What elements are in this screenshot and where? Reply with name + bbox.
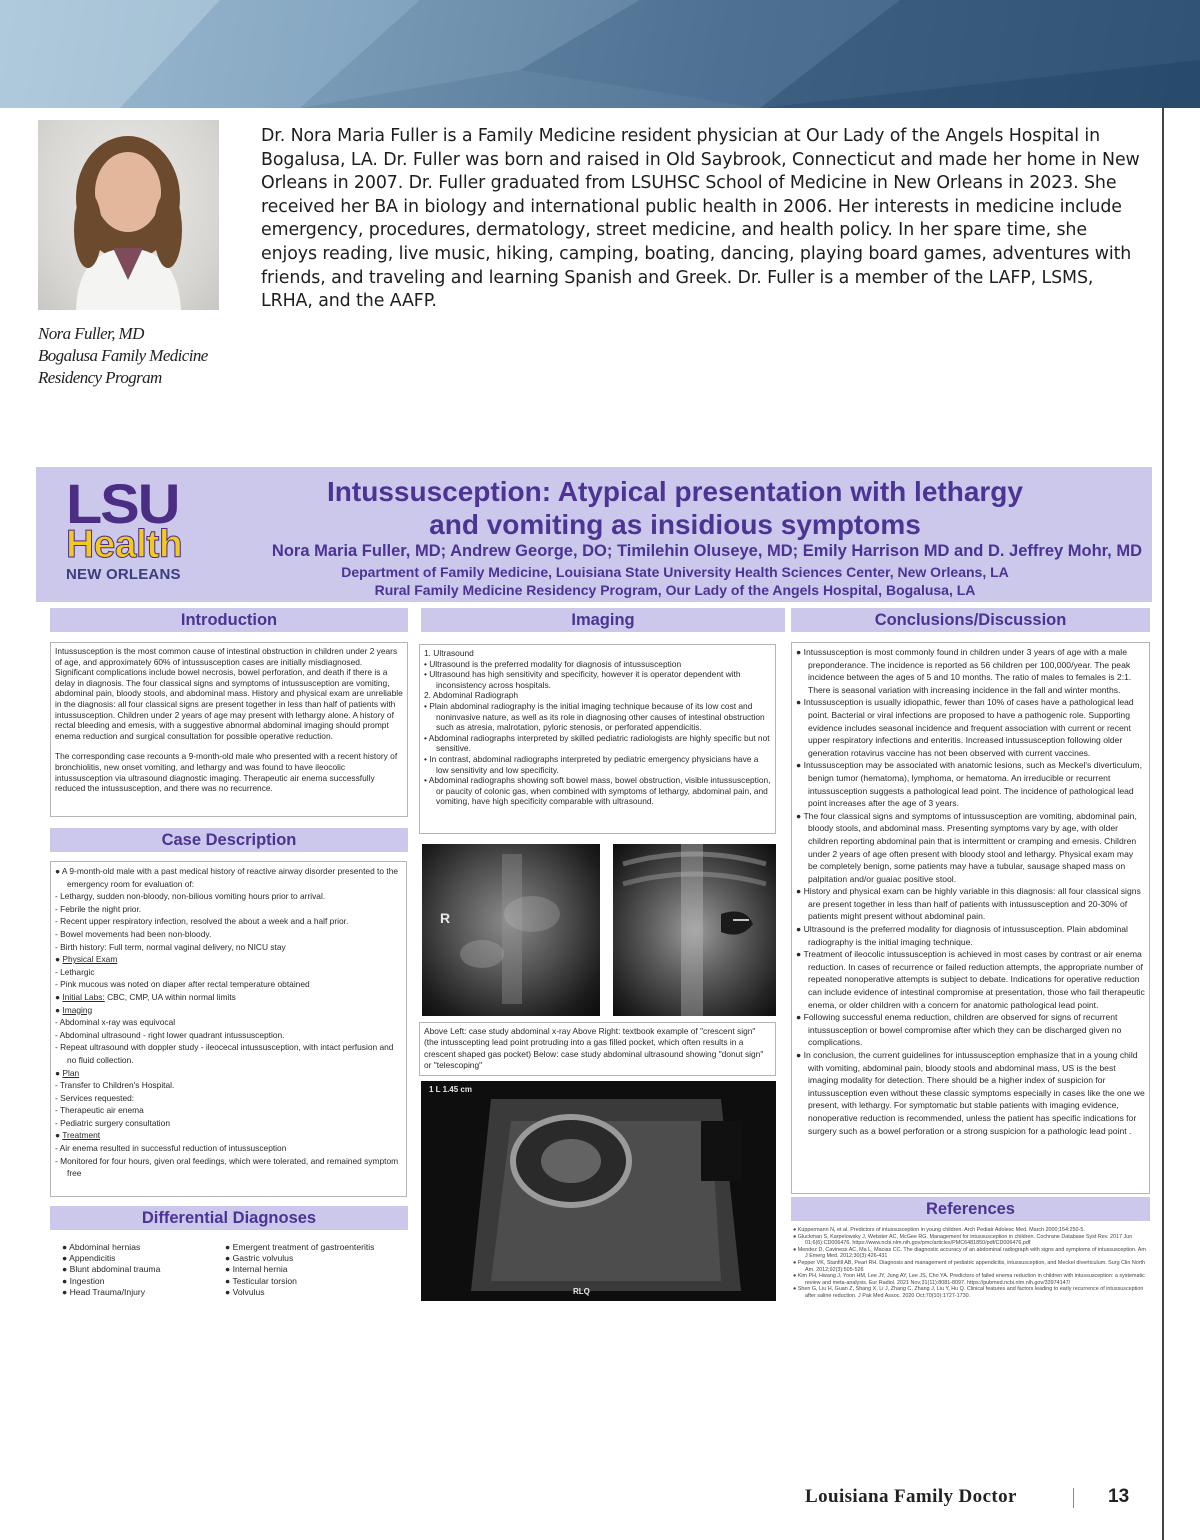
- case-item: - Lethargic: [55, 966, 95, 977]
- poster-title: [216, 475, 1134, 541]
- case-item: - Birth history: Full term, normal vaginal delivery, no NICU stay: [55, 941, 286, 952]
- author-photo: [38, 120, 219, 310]
- conclusion-item: ● Intussusception may be associated with anatomic lesions, such as Meckel's diverticulum, benign tumor (hematoma), lymphoma, or hematoma. An irreducible or recurrent intussusception suggests a pathological lead point. The incidence of pathological lead point increases after the age of 3 years.: [796, 760, 1142, 809]
- case-item: ● Initial Labs: CBC, CMP, UA within normal limits: [55, 991, 236, 1002]
- case-item: ● Physical Exam: [55, 954, 118, 965]
- conclusion-item: ● Ultrasound is the preferred modality for diagnosis of intussusception. Plain abdominal radiography is the initial imaging technique.: [796, 924, 1128, 947]
- differential-item: ● Head Trauma/Injury: [62, 1286, 146, 1297]
- publication-name: Louisiana Family Doctor: [805, 1486, 1017, 1507]
- logo-lsu: LSU: [66, 472, 179, 535]
- introduction-box: [50, 642, 408, 817]
- reference-item: ● Kim PH, Hwang J, Yoon HM, Lee JY, Jung AY, Lee JS, Cho YA. Predictors of failed enema reduction in children with intussusception: a systematic review and meta-analysis. Eur Radiol. 2021 Nov;31(11):8081-8097. https://pubmed.ncbi.nlm.nih.gov/33974147/: [793, 1273, 1145, 1286]
- title-line-1: Intussusception: Atypical presentation with lethargy: [327, 476, 1023, 507]
- case-item: - Services requested:: [55, 1092, 135, 1103]
- title-line-2: and vomiting as insidious symptoms: [429, 509, 921, 540]
- image-caption: Above Left: case study abdominal x-ray Above Right: textbook example of "crescent sign" (the intusscepting lead point protruding into a gas filled pocket, which often results in a crescent shaped gas pocket) Below: case study abdominal ultrasound showing "donut sign" or "telescoping": [419, 1022, 776, 1076]
- imaging-item: 1. Ultrasound: [424, 648, 474, 658]
- case-item: - Transfer to Children's Hospital.: [55, 1080, 175, 1091]
- intro-paragraph-2: The corresponding case recounts a 9-month-old male who presented with a recent history of bronchiolitis, new onset vomiting, and lethargy and was found to have ileocolic intussusception via ultrasound diagnostic imaging. Therapeutic air enema successfully reduced the intussusception, and there was no recurrence.: [55, 751, 398, 794]
- caption-program: Bogalusa Family Medicine: [38, 346, 208, 365]
- differential-item: ● Abdominal hernias: [62, 1242, 141, 1252]
- differential-list-left: [62, 1242, 232, 1298]
- conclusion-item: ● Treatment of ileocolic intussusception is achieved in most cases by contrast or air enema reduction. In cases of recurrence or failed reduction attempts, the appropriate number of repeated nonoperative attempts is subject to debate. Indications for operative reduction can include evidence of intestinal compromise at presentation, those who fail therapeutic enema, or older children with a concern for anatomic pathological lead point.: [796, 949, 1145, 1010]
- case-item: - Abdominal x-ray was equivocal: [55, 1017, 176, 1028]
- conclusion-item: ● In conclusion, the current guidelines for intussusception emphasize that in a young child with vomiting, abdominal pain, bloody stools and abdominal mass, US is the best imaging modality for detection. There should be a higher index of suspicion for intussusception even without these classic symptoms especially in cases like the one we present, with lethargy. For symptomatic but stable patients with imaging evidence, nonoperative reduction is recommended, unless the patient has specific indications for surgery such as a bowel perforation or a strong suspicion for a pathologic lead point .: [796, 1050, 1145, 1136]
- imaging-item: • Abdominal radiographs showing soft bowel mass, bowel obstruction, visible intussusception, or paucity of colonic gas, when combined with symptoms of lethargy, abdominal pain, and vomiting, have high specificity comparable with ultrasound.: [424, 775, 771, 807]
- differential-item: ● Ingestion: [62, 1275, 105, 1286]
- differential-item: ● Gastric volvulus: [225, 1253, 294, 1264]
- logo-new-orleans: NEW ORLEANS: [66, 566, 181, 583]
- differential-item: ● Volvulus: [225, 1286, 265, 1297]
- case-item: - Recent upper respiratory infection, resolved the about a week and a half prior.: [55, 916, 349, 927]
- reference-item: ● Kuppermann N, et al. Predictors of intussusception in young children. Arch Pediatr Adolesc Med. March 2000;154:250-5.: [793, 1227, 1085, 1233]
- conclusions-box: [791, 642, 1150, 1194]
- imaging-item: • Ultrasound has high sensitivity and specificity, however it is operator dependent with inconsistency across hospitals.: [424, 669, 741, 690]
- reference-item: ● Mendez D, Caviness AC, Ma L, Macias CC. The diagnostic accuracy of an abdominal radiograph with signs and symptoms of intussusception. Am J Emerg Med. 2012;30(3):426-431: [793, 1246, 1146, 1260]
- ultrasound-label: RLQ: [573, 1287, 590, 1296]
- differential-item: ● Emergent treatment of gastroenteritis: [225, 1242, 375, 1252]
- footer-divider: [1073, 1488, 1074, 1508]
- affiliation-2: Rural Family Medicine Residency Program, Our Lady of the Angels Hospital, Bogalusa, LA: [374, 582, 976, 598]
- differential-item: ● Testicular torsion: [225, 1275, 297, 1286]
- logo-health: Health: [66, 523, 183, 566]
- heading-imaging: Imaging: [421, 608, 785, 632]
- imaging-item: • In contrast, abdominal radiographs interpreted by pediatric emergency physicians have a low sensitivity and low specificity.: [424, 753, 759, 775]
- abdominal-xray-image: [422, 844, 600, 1016]
- heading-references: References: [791, 1197, 1150, 1221]
- conclusion-item: ● The four classical signs and symptoms of intussusception are vomiting, abdominal pain, bloody stools, and abdominal mass. Presenting symptoms vary by age, with older children reporting abdominal pain that is intermittent or cramping and emesis. Children under 2 years of age often present with bloody stool and lethargy. Physical exam may be completely benign, some patients may have a tubular, sausage shaped mass on palpitation and/or guaiac positive stool.: [796, 810, 1137, 884]
- affiliation-1: Department of Family Medicine, Louisiana State University Health Sciences Center, New Orleans, LA: [341, 564, 1009, 580]
- case-treatment-heading: Treatment: [62, 1130, 101, 1141]
- conclusion-item: ● History and physical exam can be highly variable in this diagnosis: all four classical signs are present together in less than half of patients with intussusception and 20-30% of patients might present without abdominal pain.: [796, 886, 1141, 922]
- case-item: - Air enema resulted in successful reduction of intussusception: [55, 1143, 287, 1154]
- reference-item: ● Gluckman S, Karpelowsky J, Webster AC, McGee RG. Management for intussusception in children. Cochrane Database Syst Rev. 2017 Jun 01;6(6):CD006476. https://www.ncbi.nlm.nih.gov/pmc/articles/PMC6481850/pdf/CD006476.pdf: [793, 1233, 1133, 1247]
- differential-item: ● Appendicitis: [62, 1253, 116, 1264]
- heading-differential: Differential Diagnoses: [50, 1206, 408, 1230]
- heading-conclusions: Conclusions/Discussion: [791, 608, 1150, 632]
- header-banner: [0, 0, 1200, 108]
- ultrasound-image: [421, 1081, 776, 1301]
- imaging-item: • Ultrasound is the preferred modality for diagnosis of intussusception: [424, 658, 682, 669]
- case-item: ● A 9-month-old male with a past medical history of reactive airway disorder presented to the emergency room for evaluation of:: [55, 866, 399, 889]
- case-imaging-heading: Imaging: [62, 1004, 93, 1015]
- heading-introduction: Introduction: [50, 608, 408, 632]
- author-caption: [38, 323, 208, 389]
- imaging-item: 2. Abdominal Radiograph: [424, 690, 519, 701]
- case-item: - Pediatric surgery consultation: [55, 1117, 170, 1128]
- imaging-item: • Plain abdominal radiography is the initial imaging technique because of its low cost and noninvasive nature, as well as its role in diagnosing other causes of intestinal obstruction such as atresia, malrotation, pyloric stenosis, or perforated appendicitis.: [424, 700, 765, 733]
- conclusion-item: ● Following successful enema reduction, children are observed for signs of recurrent intussusception or bowel compromise after which they can be discharged given no complications.: [796, 1012, 1122, 1048]
- banner-pattern: [0, 0, 1200, 108]
- reference-item: ● Pepper VK, Stanfill AB, Pearl RH. Diagnosis and management of pediatric appendicitis, intussusception, and Meckel diverticulum. Surg Clin North Am. 2012;92(3):505-526: [793, 1259, 1146, 1273]
- lsu-health-logo: [66, 472, 188, 583]
- case-item: ● Treatment: [55, 1130, 101, 1141]
- case-item: - Therapeutic air enema: [55, 1105, 144, 1116]
- references-list: [793, 1227, 1150, 1300]
- case-labs-text: CBC, CMP, UA within normal limits: [104, 991, 236, 1002]
- caption-program-2: Residency Program: [38, 368, 162, 387]
- case-item: - Abdominal ultrasound - right lower quadrant intussusception.: [55, 1029, 285, 1040]
- reference-item: ● Shen G, Liu H, Guan Z, Shang X, Li J, Zhang C, Zhang J, Liu Y, Hu Q. Clinical features and factors leading to early recurrence of intussusception after saline reduction. J Pak Med Assoc. 2020 Oct;70(10):1727-1730.: [793, 1286, 1144, 1299]
- imaging-item: • Abdominal radiographs interpreted by skilled pediatric radiologists are highly specific but not sensitive.: [424, 732, 770, 754]
- differential-list-right: [225, 1242, 410, 1298]
- caption-name: Nora Fuller, MD: [38, 324, 144, 343]
- heading-case-description: Case Description: [50, 828, 408, 852]
- case-item: - Bowel movements had been non-bloody.: [55, 928, 212, 939]
- case-plan-heading: Plan: [62, 1067, 80, 1078]
- conclusion-item: ● Intussusception is most commonly found in children under 3 years of age with a male preponderance. The incidence is reported as 56 children per 100,000/year. The peak incidence between the ages of 5 and 10 months. The ratio of males to females is 2:1. There is seasonal variation with increasing incidence in the fall and winter months.: [796, 647, 1132, 695]
- differential-item: ● Internal hernia: [225, 1264, 288, 1275]
- case-item: - Monitored for four hours, given oral feedings, which were tolerated, and remained symptom free: [55, 1155, 399, 1179]
- case-labs-heading: Initial Labs:: [62, 991, 105, 1002]
- case-description-box: [50, 861, 407, 1197]
- imaging-box: [419, 644, 776, 834]
- case-item: - Repeat ultrasound with doppler study - ileocecal intussusception, with intact perfusion and no fluid collection.: [55, 1042, 394, 1065]
- case-item: ● Plan: [55, 1067, 80, 1078]
- case-item: - Pink mucous was noted on diaper after rectal temperature obtained: [55, 979, 310, 990]
- case-item: - Lethargy, sudden non-bloody, non-bilious vomiting hours prior to arrival.: [55, 891, 326, 902]
- case-item: - Febrile the night prior.: [55, 903, 142, 914]
- case-physical-heading: Physical Exam: [62, 954, 118, 965]
- poster-affiliations: [216, 563, 1134, 599]
- xray-side-marker: R: [440, 910, 451, 926]
- page-divider: [1162, 108, 1164, 1540]
- conclusion-item: ● Intussusception is usually idiopathic, fewer than 10% of cases have a pathological lead point. Bacterial or viral infections are proposed to have a pathogenic role. Supporting evidence includes seasonal incidence and frequent association with current or recent upper respiratory infections and enteritis. Increased intussusception following older generation rotavirus vaccine has not been observed with current vaccines.: [796, 697, 1134, 758]
- crescent-sign-xray-image: [613, 844, 776, 1016]
- case-item: ● Imaging: [55, 1004, 93, 1015]
- research-poster: [36, 467, 1152, 1301]
- ultrasound-scale: 1 L 1.45 cm: [429, 1085, 472, 1094]
- page-number: 13: [1108, 1486, 1130, 1507]
- differential-item: ● Blunt abdominal trauma: [62, 1264, 161, 1275]
- poster-header: [36, 467, 1152, 602]
- intro-paragraph-1: Intussusception is the most common cause of intestinal obstruction in children under 2 years of age, and approximately 60% of intussusception cases are initially misdiagnosed. Significant complications include bowel necrosis, bowel perforation, and death if there is a delay in diagnosis. The four classical signs and symptoms of intussusception are vomiting, abdominal pain, bloody stools, and abdominal mass. History and physical exam are unreliable in the diagnosis: all four classical signs are present together in less than half of patients with intussusception. Children under 2 years of age may present with lethargy alone. A history of rectal bleeding and emesis, with a suggestive abnormal abdominal imaging should prompt enema reduction and surgical consultation for possible operative reduction.: [55, 646, 403, 741]
- poster-authors: Nora Maria Fuller, MD; Andrew George, DO; Timilehin Oluseye, MD; Emily Harrison MD and D. Jeffrey Mohr, MD: [271, 542, 1142, 560]
- author-bio: Dr. Nora Maria Fuller is a Family Medicine resident physician at Our Lady of the Angels Hospital in Bogalusa, LA. Dr. Fuller was born and raised in Old Saybrook, Connecticut and made her home in New Orleans in 2007. Dr. Fuller graduated from LSUHSC School of Medicine in New Orleans in 2023. She received her BA in biology and international public health in 2006. Her interests in medicine include emergency, procedures, dermatology, street medicine, and health policy. In her spare time, she enjoys reading, live music, hiking, camping, boating, dancing, playing board games, adventures with friends, and traveling and learning Spanish and Greek. Dr. Fuller is a member of the LAFP, LSMS, LRHA, and the AAFP.: [261, 126, 1140, 312]
